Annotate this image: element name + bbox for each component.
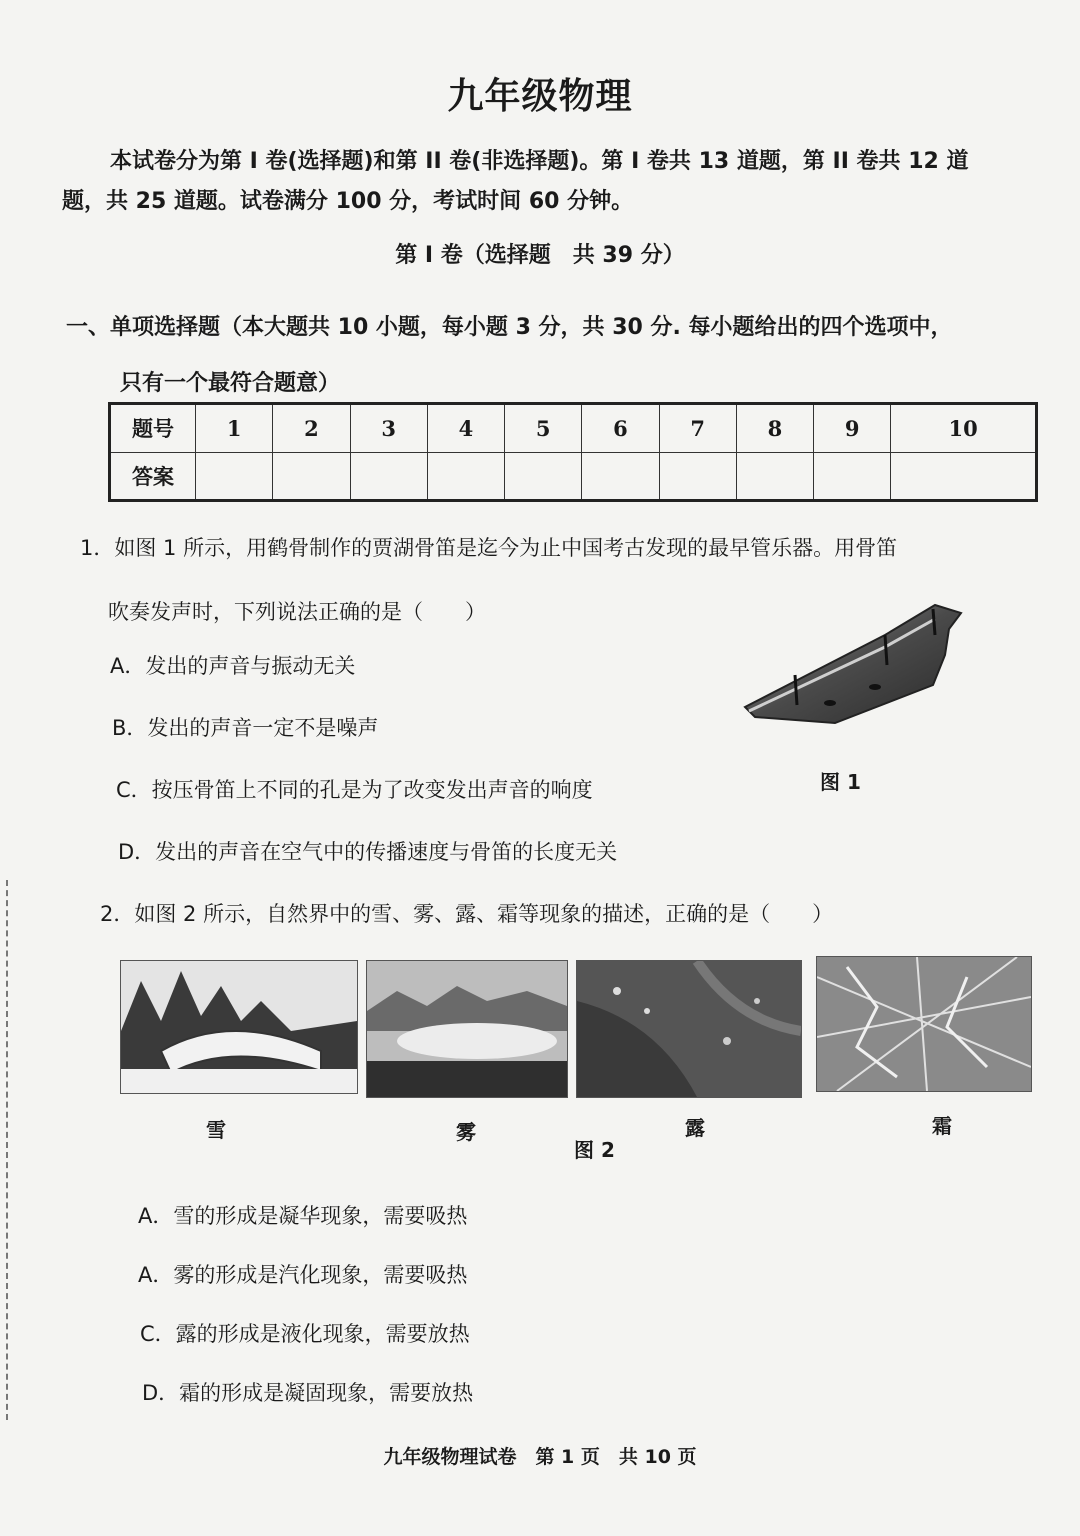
section1-line-1: 一、单项选择题（本大题共 10 小题，每小题 3 分，共 30 分. 每小题给出的四个选项中， [66, 315, 953, 340]
answer-cell[interactable] [582, 452, 659, 501]
question-2-option-c: C．露的形成是液化现象，需要放热 [140, 1322, 470, 1346]
question-2-option-b: A．雾的形成是汽化现象，需要吸热 [138, 1263, 468, 1287]
answer-cell[interactable] [273, 452, 350, 501]
part1-heading: 第 I 卷（选择题 共 39 分） [395, 243, 685, 268]
answer-table-num: 5 [505, 404, 582, 453]
answer-cell[interactable] [350, 452, 427, 501]
answer-table-number-row [110, 404, 1037, 453]
answer-cell[interactable] [736, 452, 813, 501]
figure-2-caption: 图 2 [574, 1138, 615, 1162]
answer-table-num: 4 [427, 404, 504, 453]
fog-photo [366, 960, 568, 1098]
answer-cell[interactable] [891, 452, 1037, 501]
photo-caption-snow: 雪 [206, 1118, 226, 1142]
answer-table-num: 7 [659, 404, 736, 453]
answer-table-num: 8 [736, 404, 813, 453]
exam-instructions [62, 142, 1030, 222]
question-1-option-b: B．发出的声音一定不是噪声 [112, 716, 379, 740]
answer-table [108, 402, 1038, 502]
photo-caption-frost: 霜 [932, 1114, 952, 1138]
instructions-line-2: 题，共 25 道题。试卷满分 100 分，考试时间 60 分钟。 [62, 189, 634, 214]
answer-cell[interactable] [814, 452, 891, 501]
page-title: 九年级物理 [447, 76, 633, 117]
instructions-line-1: 本试卷分为第 I 卷(选择题)和第 II 卷(非选择题)。第 I 卷共 13 道题，第 II 卷共 12 道 [110, 149, 969, 174]
answer-table-header-number: 题号 [110, 404, 196, 453]
answer-table-answer-row [110, 452, 1037, 501]
answer-table-num: 1 [196, 404, 273, 453]
answer-cell[interactable] [427, 452, 504, 501]
answer-table-num: 3 [350, 404, 427, 453]
dew-photo [576, 960, 802, 1098]
figure-1-caption: 图 1 [820, 770, 861, 794]
photo-caption-fog: 雾 [456, 1120, 476, 1144]
question-2-option-d: D．霜的形成是凝固现象，需要放热 [142, 1381, 474, 1405]
page-footer: 九年级物理试卷 第 1 页 共 10 页 [383, 1446, 697, 1468]
question-2-stem: 2．如图 2 所示，自然界中的雪、雾、露、霜等现象的描述，正确的是（ ） [100, 902, 834, 926]
question-1-option-a: A．发出的声音与振动无关 [110, 654, 356, 678]
question-1-stem-line-2: 吹奏发声时，下列说法正确的是（ ） [108, 600, 486, 624]
snow-photo [120, 960, 358, 1094]
answer-table-num: 2 [273, 404, 350, 453]
answer-cell[interactable] [505, 452, 582, 501]
answer-table-num: 10 [891, 404, 1037, 453]
answer-table-num: 9 [814, 404, 891, 453]
answer-table-num: 6 [582, 404, 659, 453]
frost-photo [816, 956, 1032, 1092]
answer-cell[interactable] [196, 452, 273, 501]
question-1-option-c: C．按压骨笛上不同的孔是为了改变发出声音的响度 [116, 778, 593, 802]
section1-heading [66, 300, 1036, 412]
question-2-option-a: A．雪的形成是凝华现象，需要吸热 [138, 1204, 468, 1228]
photo-caption-dew: 露 [685, 1116, 705, 1140]
answer-cell[interactable] [659, 452, 736, 501]
bone-flute-image [735, 595, 965, 740]
answer-table-header-answer: 答案 [110, 452, 196, 501]
question-1-stem-line-1: 1．如图 1 所示，用鹤骨制作的贾湖骨笛是迄今为止中国考古发现的最早管乐器。用骨笛 [80, 536, 898, 560]
binding-line [6, 880, 8, 1420]
section1-line-2: 只有一个最符合题意） [120, 371, 341, 396]
question-1-option-d: D．发出的声音在空气中的传播速度与骨笛的长度无关 [118, 840, 618, 864]
